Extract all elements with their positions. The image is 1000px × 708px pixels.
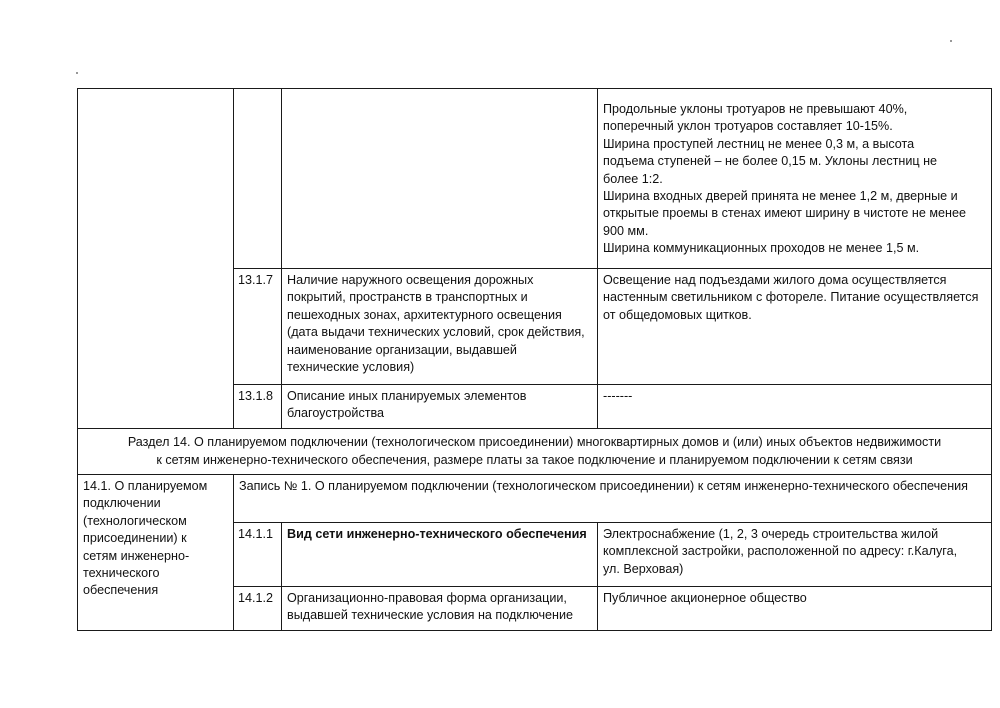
empty-cell — [234, 89, 282, 269]
text-line: Ширина проступей лестниц не менее 0,3 м, а высота — [603, 136, 915, 151]
section-title — [78, 429, 992, 475]
record-title: Запись № 1. О планируемом подключении (технологическом присоединении) к сетям инженерно-технического обеспечения — [234, 475, 992, 523]
text-line: подъема ступеней – не более 0,15 м. Уклоны лестниц не — [603, 154, 938, 169]
empty-cell — [282, 89, 598, 269]
item-number: 13.1.8 — [234, 385, 282, 429]
section-header-row — [78, 429, 992, 475]
text-line: открытые проемы в стенах имеют ширину в чистоте не менее — [603, 206, 967, 221]
item-number: 14.1.1 — [234, 523, 282, 587]
text-line: более 1:2. — [603, 171, 663, 186]
item-value: Освещение над подъездами жилого дома осуществляется настенным светильником с фотореле. Питание осуществляется от общедомовых щитков. — [598, 269, 992, 385]
section-title-line: Раздел 14. О планируемом подключении (технологическом присоединении) многоквартирных домов и (или) иных объектов недвижимости — [127, 435, 942, 450]
text-line: 900 мм. — [603, 223, 649, 238]
item-value: Электроснабжение (1, 2, 3 очередь строительства жилой комплексной застройки, расположенной по адресу: г.Калуга, ул. Верховая) — [598, 523, 992, 587]
item-number: 14.1.2 — [234, 587, 282, 631]
section-title-line: к сетям инженерно-технического обеспечения, размере платы за такое подключение и планируемом подключении к сетям связи — [156, 452, 913, 467]
item-description: Вид сети инженерно-технического обеспечения — [282, 523, 598, 587]
scan-speck — [76, 72, 78, 74]
item-value: ------- — [598, 385, 992, 429]
text-line: Ширина коммуникационных проходов не менее 1,5 м. — [603, 241, 920, 256]
table-row — [78, 475, 992, 523]
empty-cell — [78, 89, 234, 429]
item-description: Наличие наружного освещения дорожных покрытий, пространств в транспортных и пешеходных зонах, архитектурного освещения (дата выдачи технических условий, срок действия, наименование организации, выдавшей технические условия) — [282, 269, 598, 385]
item-description: Описание иных планируемых элементов благоустройства — [282, 385, 598, 429]
value-cell — [598, 89, 992, 269]
document-table — [77, 88, 992, 631]
subsection-title: 14.1. О планируемом подключении (технологическом присоединении) к сетям инженерно- технического обеспечения — [78, 475, 234, 631]
text-line: Продольные уклоны тротуаров не превышают 40%, — [603, 102, 908, 116]
text-line: поперечный уклон тротуаров составляет 10-15%. — [603, 119, 893, 134]
table-row — [78, 89, 992, 269]
text-line: Ширина входных дверей принята не менее 1,2 м, дверные и — [603, 189, 958, 204]
item-value: Публичное акционерное общество — [598, 587, 992, 631]
item-description: Организационно-правовая форма организации, выдавшей технические условия на подключение — [282, 587, 598, 631]
scan-speck — [950, 40, 952, 42]
item-number: 13.1.7 — [234, 269, 282, 385]
